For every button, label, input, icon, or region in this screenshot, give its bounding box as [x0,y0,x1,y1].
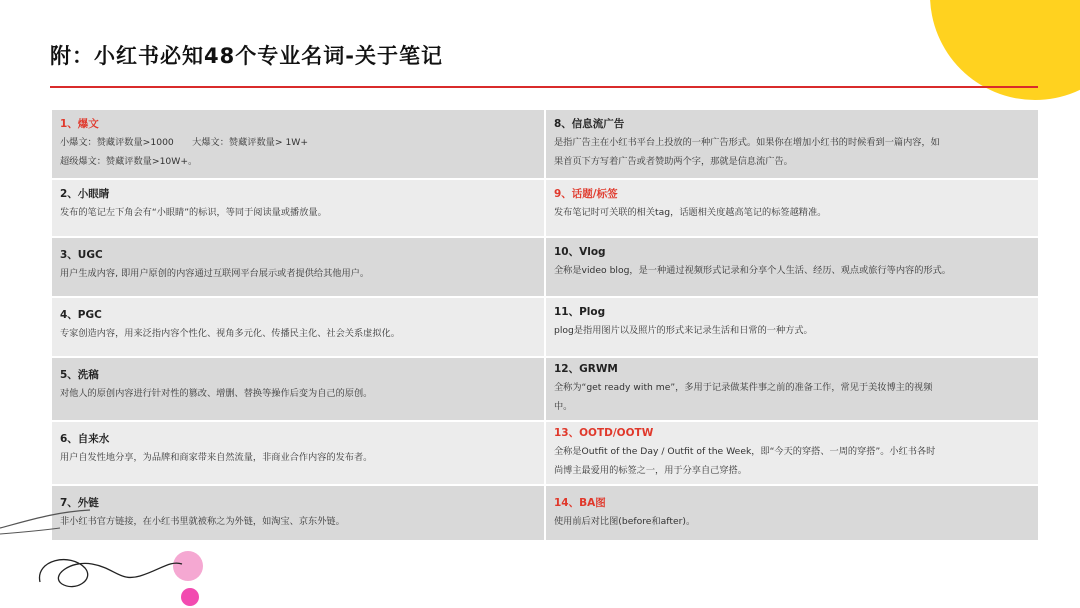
title-divider [50,86,1038,88]
term-description: 发布的笔记左下角会有“小眼睛”的标识，等同于阅读量或播放量。 [60,207,327,218]
term-title: 11、Plog [554,306,606,318]
term-description: 用户自发性地分享，为品牌和商家带来自然流量，非商业合作内容的发布者。 [60,452,373,463]
term-description: 是指广告主在小红书平台上投放的一种广告形式。如果你在增加小红书的时候看到一篇内容，如 [554,137,940,148]
left-column [52,110,544,540]
term-title: 14、BA图 [554,497,606,509]
term-title: 7、外链 [60,497,99,509]
term-cell [546,358,1038,420]
term-description: 专家创造内容，用来泛指内容个性化、视角多元化、传播民主化、社会关系虚拟化。 [60,328,400,339]
term-title: 12、GRWM [554,363,618,375]
term-cell [546,110,1038,178]
term-description: 全称是Outfit of the Day / Outfit of the Week，即“今天的穿搭、一周的穿搭”。小红书各时 [554,446,936,457]
term-description: 尚博主最爱用的标签之一，用于分享自己穿搭。 [554,465,747,476]
term-cell [546,298,1038,356]
term-title: 3、UGC [60,249,103,261]
term-title: 4、PGC [60,309,102,321]
term-cell [52,180,544,236]
term-title: 2、小眼睛 [60,188,110,200]
term-description: 超级爆文：赞藏评数量>10W+。 [60,156,198,167]
term-title: 9、话题/标签 [554,188,618,200]
term-description: 使用前后对比图(before和after)。 [554,516,696,527]
term-title: 6、自来水 [60,433,110,445]
term-description: 非小红书官方链接，在小红书里就被称之为外链，如淘宝、京东外链。 [60,516,345,527]
term-title: 5、洗稿 [60,369,99,381]
term-cell [52,298,544,356]
right-column [546,110,1038,540]
term-description: 小爆文：赞藏评数量>1000 大爆文：赞藏评数量> 1W+ [60,137,309,148]
term-description: 中。 [554,401,573,412]
term-title: 13、OOTD/OOTW [554,427,654,439]
term-cell [52,422,544,484]
term-cell [52,110,544,178]
decorative-swirl-graphic [0,490,240,608]
term-title: 10、Vlog [554,246,606,258]
term-description: 发布笔记时可关联的相关tag，话题相关度越高笔记的标签越精准。 [554,207,827,218]
term-description: 果首页下方写着广告或者赞助两个字，那就是信息流广告。 [554,156,793,167]
term-title: 1、爆文 [60,118,99,130]
term-title: 8、信息流广告 [554,118,625,130]
term-cell [52,358,544,420]
term-description: 对他人的原创内容进行针对性的篡改、增删、替换等操作后变为自己的原创。 [60,388,373,399]
page-title: 附：小红书必知48个专业名词-关于笔记 [50,44,443,68]
terms-table [52,110,1038,540]
term-description: plog是指用图片以及照片的形式来记录生活和日常的一种方式。 [554,325,813,336]
term-description: 全称是video blog，是一种通过视频形式记录和分享个人生活、经历、观点或旅行等内容的形式。 [554,265,951,276]
term-cell [546,180,1038,236]
term-description: 用户生成内容, 即用户原创的内容通过互联网平台展示或者提供给其他用户。 [60,268,370,279]
term-cell [546,486,1038,540]
term-cell [546,238,1038,296]
term-cell [52,238,544,296]
decorative-yellow-circle [930,0,1080,100]
term-description: 全称为“get ready with me”，多用于记录做某件事之前的准备工作，常见于美妆博主的视频 [554,382,933,393]
term-cell [546,422,1038,484]
